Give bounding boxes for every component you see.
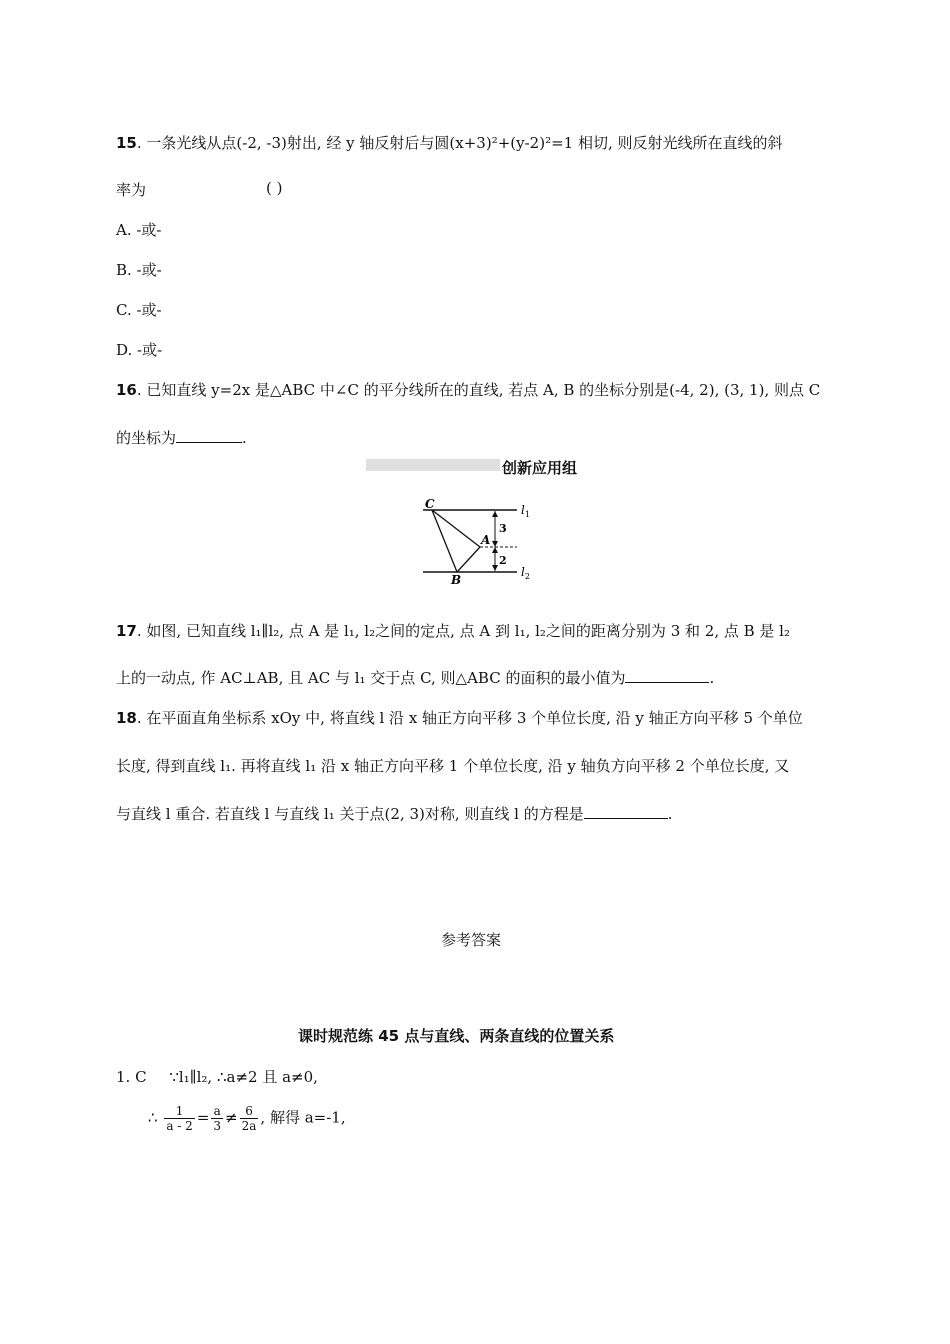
label-d1: 3 bbox=[499, 522, 507, 535]
q15-answer-paren: ( ) bbox=[266, 179, 283, 197]
fraction-3: $\frac{6}{2a}$ bbox=[241, 1104, 257, 1133]
q17-end: . bbox=[709, 669, 715, 687]
q17-line1 bbox=[116, 620, 790, 641]
q15-option-d: D. -或- bbox=[116, 341, 163, 359]
arrow-head-top bbox=[492, 511, 498, 517]
q17-text-line2: 上的一动点, 作 AC⊥AB, 且 AC 与 l₁ 交于点 C, 则△ABC 的面积的最小值为 bbox=[116, 669, 626, 687]
q16-line1 bbox=[116, 379, 820, 400]
section-title: 创新应用组 bbox=[502, 459, 578, 477]
q18-line1 bbox=[116, 707, 803, 728]
not-equal-sign: ≠ bbox=[225, 1108, 238, 1127]
q17-number: 17 bbox=[116, 622, 137, 640]
label-l2: $l_2$ bbox=[521, 565, 530, 581]
q18-text-line1: . 在平面直角坐标系 xOy 中, 将直线 l 沿 x 轴正方向平移 3 个单位长度, 沿 y 轴正方向平移 5 个单位 bbox=[136, 709, 803, 727]
answer-1-line1 bbox=[116, 1066, 318, 1087]
arrow-head-mid-up bbox=[492, 541, 498, 547]
q15-text-line1: . 一条光线从点(-2, -3)射出, 经 y 轴反射后与圆(x+3)²+(y-2)²=1 相切, 则反射光线所在直线的斜 bbox=[136, 134, 783, 152]
q18-number: 18 bbox=[116, 709, 137, 727]
q18-text-line3: 与直线 l 重合. 若直线 l 与直线 l₁ 关于点(2, 3)对称, 则直线 l 的方程是 bbox=[116, 805, 584, 823]
label-a: A bbox=[481, 533, 491, 547]
q15-number: 15 bbox=[116, 134, 137, 152]
q18-line3 bbox=[116, 803, 673, 824]
answers-subheading: 课时规范练 45 点与直线、两条直线的位置关系 bbox=[298, 1027, 615, 1045]
q17-line2 bbox=[116, 667, 714, 688]
arrow-head-mid-down bbox=[492, 547, 498, 553]
answers-heading: 参考答案 bbox=[441, 931, 502, 949]
q18-line2: 长度, 得到直线 l₁. 再将直线 l₁ 沿 x 轴正方向平移 1 个单位长度, 沿 y 轴负方向平移 2 个单位长度, 又 bbox=[116, 757, 790, 775]
label-d2: 2 bbox=[499, 554, 507, 567]
q17-text-line1: . 如图, 已知直线 l₁∥l₂, 点 A 是 l₁, l₂之间的定点, 点 A 到 l₁, l₂之间的距离分别为 3 和 2, 点 B 是 l₂ bbox=[136, 622, 790, 640]
q15-line2 bbox=[116, 179, 283, 200]
q16-end: . bbox=[242, 429, 247, 447]
answer-1-tail: , 解得 a=-1, bbox=[260, 1108, 346, 1127]
q15-line1 bbox=[116, 132, 783, 153]
arrow-head-bottom bbox=[492, 565, 498, 571]
label-c: C bbox=[425, 497, 435, 511]
answer-1-label: 1. C bbox=[116, 1068, 147, 1086]
label-l1: $l_1$ bbox=[521, 503, 530, 519]
therefore-symbol: ∴ bbox=[148, 1108, 158, 1127]
q17-answer-blank bbox=[625, 668, 709, 683]
q16-line2 bbox=[116, 427, 247, 448]
q18-answer-blank bbox=[584, 804, 668, 819]
q16-text-line2: 的坐标为 bbox=[116, 429, 177, 447]
geometry-figure bbox=[415, 496, 565, 586]
q18-end: . bbox=[667, 805, 673, 823]
q16-text-line1: . 已知直线 y=2x 是△ABC 中∠C 的平分线所在的直线, 若点 A, B 的坐标分别是(-4, 2), (3, 1), 则点 C bbox=[136, 381, 821, 399]
answer-1-text: ∵l₁∥l₂, ∴a≠2 且 a≠0, bbox=[169, 1068, 318, 1086]
fraction-1: $\frac{1}{a - 2}$ bbox=[166, 1104, 193, 1133]
label-b: B bbox=[451, 573, 462, 586]
answer-1-line2 bbox=[148, 1104, 346, 1133]
fraction-2: $\frac{a}{3}$ bbox=[213, 1104, 222, 1133]
q15-text-line2: 率为 bbox=[116, 181, 147, 199]
section-bar bbox=[366, 459, 500, 471]
q15-option-b: B. -或- bbox=[116, 261, 162, 279]
q16-answer-blank bbox=[176, 428, 242, 443]
segment-ab bbox=[457, 547, 480, 572]
q15-option-c: C. -或- bbox=[116, 301, 162, 319]
q15-option-a: A. -或- bbox=[116, 221, 162, 239]
equals-sign: = bbox=[196, 1108, 210, 1127]
q16-number: 16 bbox=[116, 381, 137, 399]
